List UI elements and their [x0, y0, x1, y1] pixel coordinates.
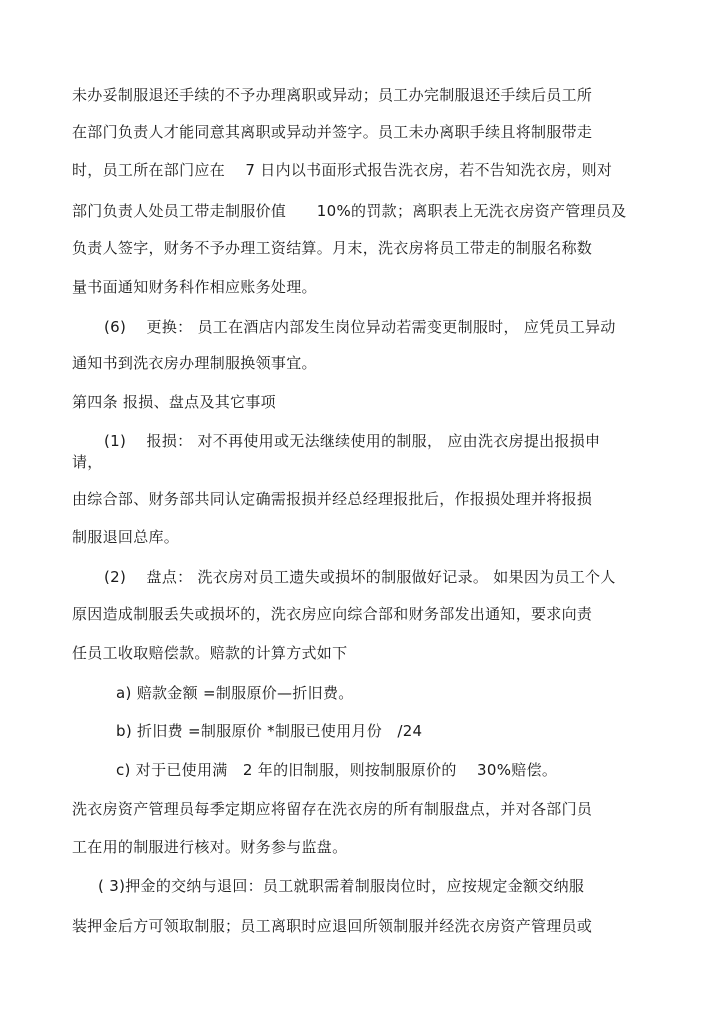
sub-item-b: b) 折旧费 =制服原价 *制服已使用月份 /24	[116, 722, 423, 740]
text-line: 任员工收取赔偿款。赔款的计算方式如下	[72, 644, 348, 662]
text-line: 请，	[72, 453, 103, 471]
section-heading: 第四条 报损、盘点及其它事项	[72, 393, 276, 411]
text-line: 制服退回总库。	[72, 528, 180, 546]
text-line: 通知书到洗衣房办理制服换领事宜。	[72, 354, 317, 372]
text-line: 在部门负责人才能同意其离职或异动并签字。员工未办离职手续且将制服带走	[72, 123, 593, 141]
sub-item-c: c) 对于已使用满 2 年的旧制服，则按制服原价的 30%赔偿。	[116, 761, 558, 779]
text-line: 工在用的制服进行核对。财务参与监盘。	[72, 838, 348, 856]
text-line: 原因造成制服丢失或损坏的，洗衣房应向综合部和财务部发出通知，要求向责	[72, 605, 593, 623]
list-item-2: (2) 盘点： 洗衣房对员工遗失或损坏的制服做好记录。 如果因为员工个人	[104, 568, 616, 586]
list-item-1: (1) 报损： 对不再使用或无法继续使用的制服， 应由洗衣房提出报损申	[104, 432, 601, 450]
list-item-3: ( 3)押金的交纳与退回：员工就职需着制服岗位时，应按规定金额交纳服	[98, 877, 585, 895]
text-line: 未办妥制服退还手续的不予办理离职或异动；员工办完制服退还手续后员工所	[72, 86, 593, 104]
text-line: 部门负责人处员工带走制服价值 10%的罚款；离职表上无洗衣房资产管理员及	[72, 202, 627, 220]
text-line: 负责人签字，财务不予办理工资结算。月末，洗衣房将员工带走的制服名称数	[72, 239, 593, 257]
text-line: 由综合部、财务部共同认定确需报损并经总经理报批后，作报损处理并将报损	[72, 490, 593, 508]
sub-item-a: a) 赔款金额 =制服原价—折旧费。	[116, 684, 354, 702]
list-item-6: (6) 更换： 员工在酒店内部发生岗位异动若需变更制服时， 应凭员工异动	[104, 318, 616, 336]
text-line: 量书面通知财务科作相应账务处理。	[72, 278, 317, 296]
text-line: 洗衣房资产管理员每季定期应将留存在洗衣房的所有制服盘点，并对各部门员	[72, 800, 593, 818]
text-line: 时，员工所在部门应在 7 日内以书面形式报告洗衣房，若不告知洗衣房，则对	[72, 161, 613, 179]
text-line: 装押金后方可领取制服；员工离职时应退回所领制服并经洗衣房资产管理员或	[72, 917, 593, 935]
